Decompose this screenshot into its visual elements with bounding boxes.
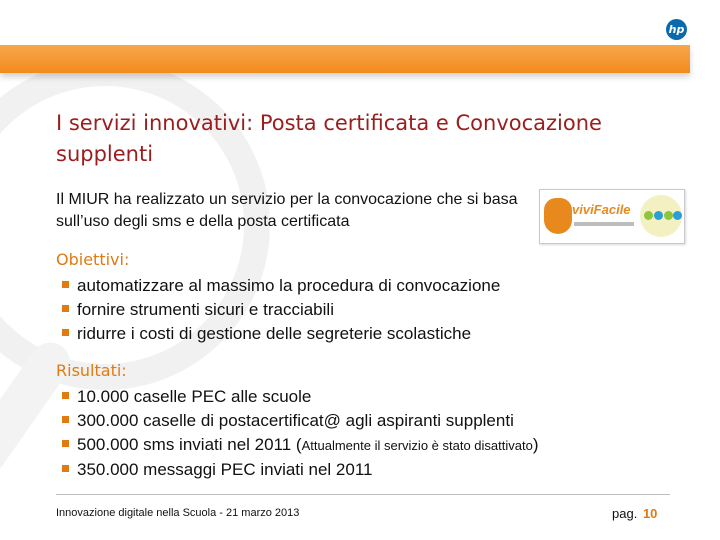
hand-icon (544, 198, 572, 234)
bullet-icon (62, 440, 69, 447)
page-number: 10 (642, 506, 658, 521)
results-heading: Risultati: (56, 361, 127, 380)
list-item: 500.000 sms inviati nel 2011 (Attualmente il servizio è stato disattivato) (62, 433, 539, 458)
bullet-icon (62, 465, 69, 472)
objectives-list (62, 274, 500, 346)
list-item: 300.000 caselle di postacertificat@ agli aspiranti supplenti (62, 409, 539, 433)
vivifacile-logo (539, 189, 685, 244)
footer-date: - 21 marzo 2013 (216, 507, 300, 519)
logo-dot-icon (654, 211, 663, 220)
logo-dot-icon (673, 211, 682, 220)
objectives-heading: Obiettivi: (56, 250, 130, 269)
bullet-icon (62, 329, 69, 336)
footer-event: Innovazione digitale nella Scuola (56, 507, 217, 519)
logo-dot-icon (644, 211, 653, 220)
result-note: Attualmente il servizio è stato disattivato (301, 438, 533, 453)
footer-caption (56, 507, 299, 519)
bullet-icon (62, 281, 69, 288)
list-item: fornire strumenti sicuri e tracciabili (62, 298, 500, 322)
page-label: pag. (612, 506, 638, 521)
page-indicator (612, 506, 657, 521)
bullet-icon (62, 305, 69, 312)
list-item: automatizzare al massimo la procedura di convocazione (62, 274, 500, 298)
bullet-icon (62, 392, 69, 399)
results-list (62, 385, 539, 482)
hp-logo: hp (666, 19, 687, 40)
logo-circle-icon (640, 195, 682, 237)
list-item: 10.000 caselle PEC alle scuole (62, 385, 539, 409)
vivifacile-logo-text: viviFacile (572, 202, 631, 217)
intro-text: Il MIUR ha realizzato un servizio per la convocazione che si basa sull’uso degli sms e della posta certificata (56, 191, 518, 230)
logo-dot-icon (664, 211, 673, 220)
logo-subtitle-bar (574, 222, 634, 226)
bullet-icon (62, 416, 69, 423)
list-item: 350.000 messaggi PEC inviati nel 2011 (62, 458, 539, 482)
header-band (0, 45, 690, 73)
list-item: ridurre i costi di gestione delle segreterie scolastiche (62, 322, 500, 346)
footer-divider (56, 494, 670, 495)
slide-title: I servizi innovativi: Posta certificata e Convocazione supplenti (56, 111, 602, 166)
